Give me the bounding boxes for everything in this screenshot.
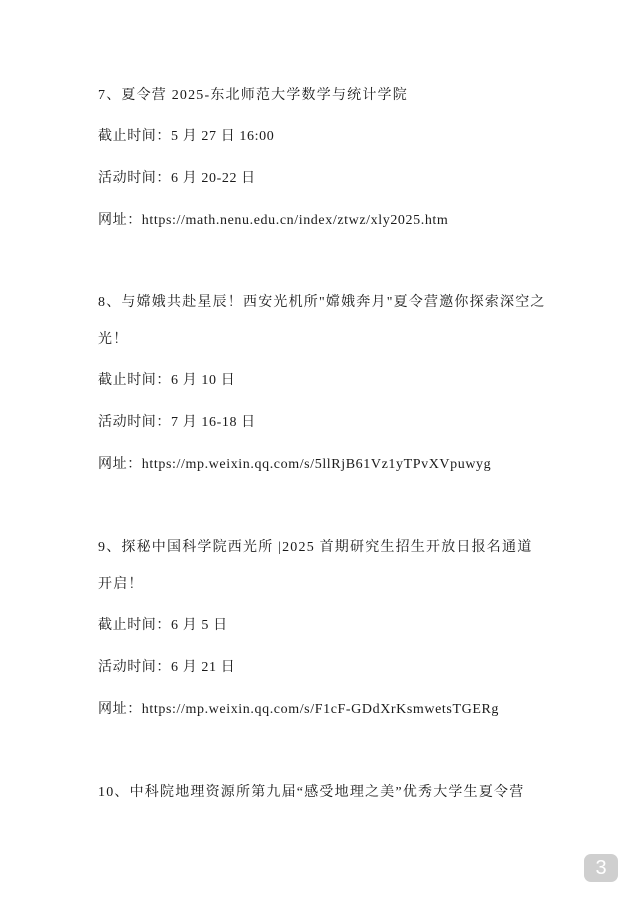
- item-7-activity-time: 活动时间：6 月 20-22 日: [98, 171, 256, 186]
- item-9-title-line-1: 9、探秘中国科学院西光所 |2025 首期研究生招生开放日报名通道: [98, 540, 533, 555]
- item-7-url[interactable]: 网址：https://math.nenu.edu.cn/index/ztwz/xly2025.htm: [98, 213, 449, 228]
- item-8-title-line-1: 8、与嫦娥共赴星辰！西安光机所"嫦娥奔月"夏令营邀你探索深空之: [98, 295, 546, 310]
- item-9-url[interactable]: 网址：https://mp.weixin.qq.com/s/F1cF-GDdXrKsmwetsTGERg: [98, 702, 500, 717]
- item-9-deadline: 截止时间：6 月 5 日: [98, 618, 228, 633]
- item-8-activity-time: 活动时间：7 月 16-18 日: [98, 415, 256, 430]
- item-8-deadline: 截止时间：6 月 10 日: [98, 373, 236, 388]
- item-9-title-line-2: 开启！: [98, 577, 144, 592]
- item-10-title: 10、中科院地理资源所第九届“感受地理之美”优秀大学生夏令营: [98, 785, 525, 800]
- page-number-badge: 3: [584, 854, 618, 882]
- item-9-activity-time: 活动时间：6 月 21 日: [98, 660, 236, 675]
- item-7-title: 7、夏令营 2025-东北师范大学数学与统计学院: [98, 88, 408, 103]
- item-8-title-line-2: 光！: [98, 332, 129, 347]
- item-7-deadline: 截止时间：5 月 27 日 16:00: [98, 129, 275, 144]
- item-8-url[interactable]: 网址：https://mp.weixin.qq.com/s/5llRjB61Vz1yTPvXVpuwyg: [98, 457, 492, 472]
